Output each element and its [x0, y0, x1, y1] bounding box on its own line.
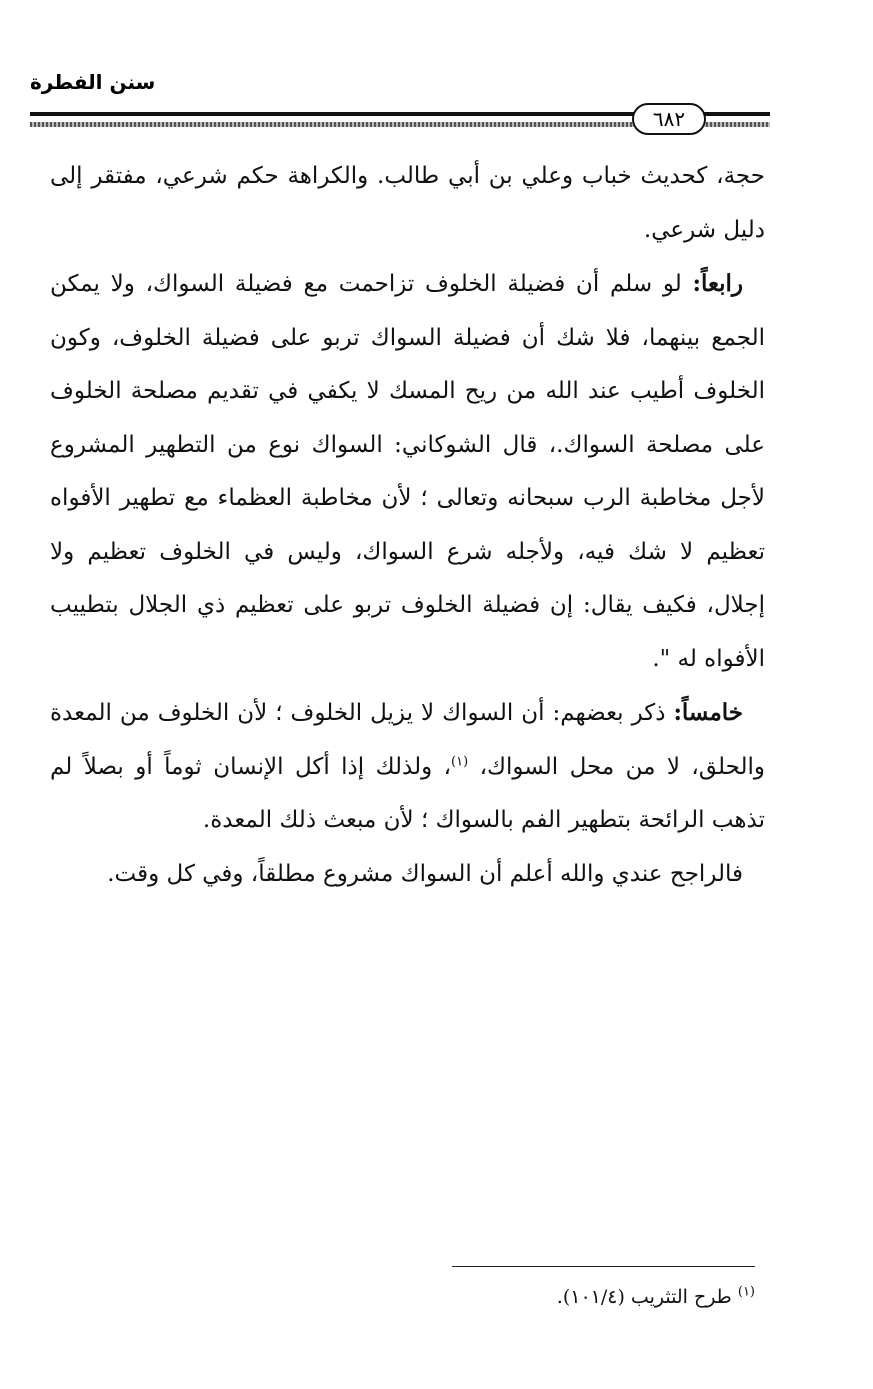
paragraph-3-lead: خامساً:: [673, 699, 743, 726]
paragraph-3-text-b: ، ولذلك إذا أكل الإنسان ثوماً أو بصلاً لم تذهب الرائحة بتطهير الفم بالسواك ؛ لأن مبعث ذلك المعدة.: [50, 753, 765, 833]
paragraph-3: [50, 686, 765, 848]
footnote-rule: [452, 1266, 755, 1267]
footnote: [557, 1286, 755, 1308]
page-number: ٦٨٢: [632, 103, 706, 135]
body-text: [50, 150, 765, 901]
paragraph-3-text-a: ذكر بعضهم: أن السواك لا يزيل الخلوف ؛ لأن الخلوف من المعدة والحلق، لا من محل السواك،: [50, 700, 766, 780]
paragraph-2-text: لو سلم أن فضيلة الخلوف تزاحمت مع فضيلة السواك، ولا يمكن الجمع بينهما، فلا شك أن فضيلة السواك تربو على فضيلة الخلوف، وكون الخلوف أطيب عند الله من ريح المسك لا يكفي في تقديم مصلحة الخلوف على مصلحة السواك.، قال الشوكاني: السواك نوع من التطهير المشروع لأجل مخاطبة الرب سبحانه وتعالى ؛ لأن مخاطبة العظماء مع تطهير الأفواه تعظيم لا شك فيه، ولأجله شرع السواك، وليس في الخلوف تعظيم ولا إجلال، فكيف يقال: إن فضيلة الخلوف تربو على تعظيم ذي الجلال بتطييب الأفواه له ".: [50, 271, 765, 672]
paragraph-2-lead: رابعاً:: [692, 270, 743, 297]
footnote-marker: (١): [737, 1284, 755, 1300]
footnote-reference[interactable]: (١): [451, 753, 469, 769]
paragraph-4: فالراجح عندي والله أعلم أن السواك مشروع مطلقاً، وفي كل وقت.: [107, 860, 743, 887]
footnote-text: طرح التثريب (١٠١/٤).: [556, 1286, 738, 1308]
paragraph-2: [50, 257, 765, 686]
running-title: سنن الفطرة: [30, 70, 156, 94]
paragraph-1: حجة، كحديث خباب وعلي بن أبي طالب. والكراهة حكم شرعي، مفتقر إلى دليل شرعي.: [50, 163, 765, 243]
